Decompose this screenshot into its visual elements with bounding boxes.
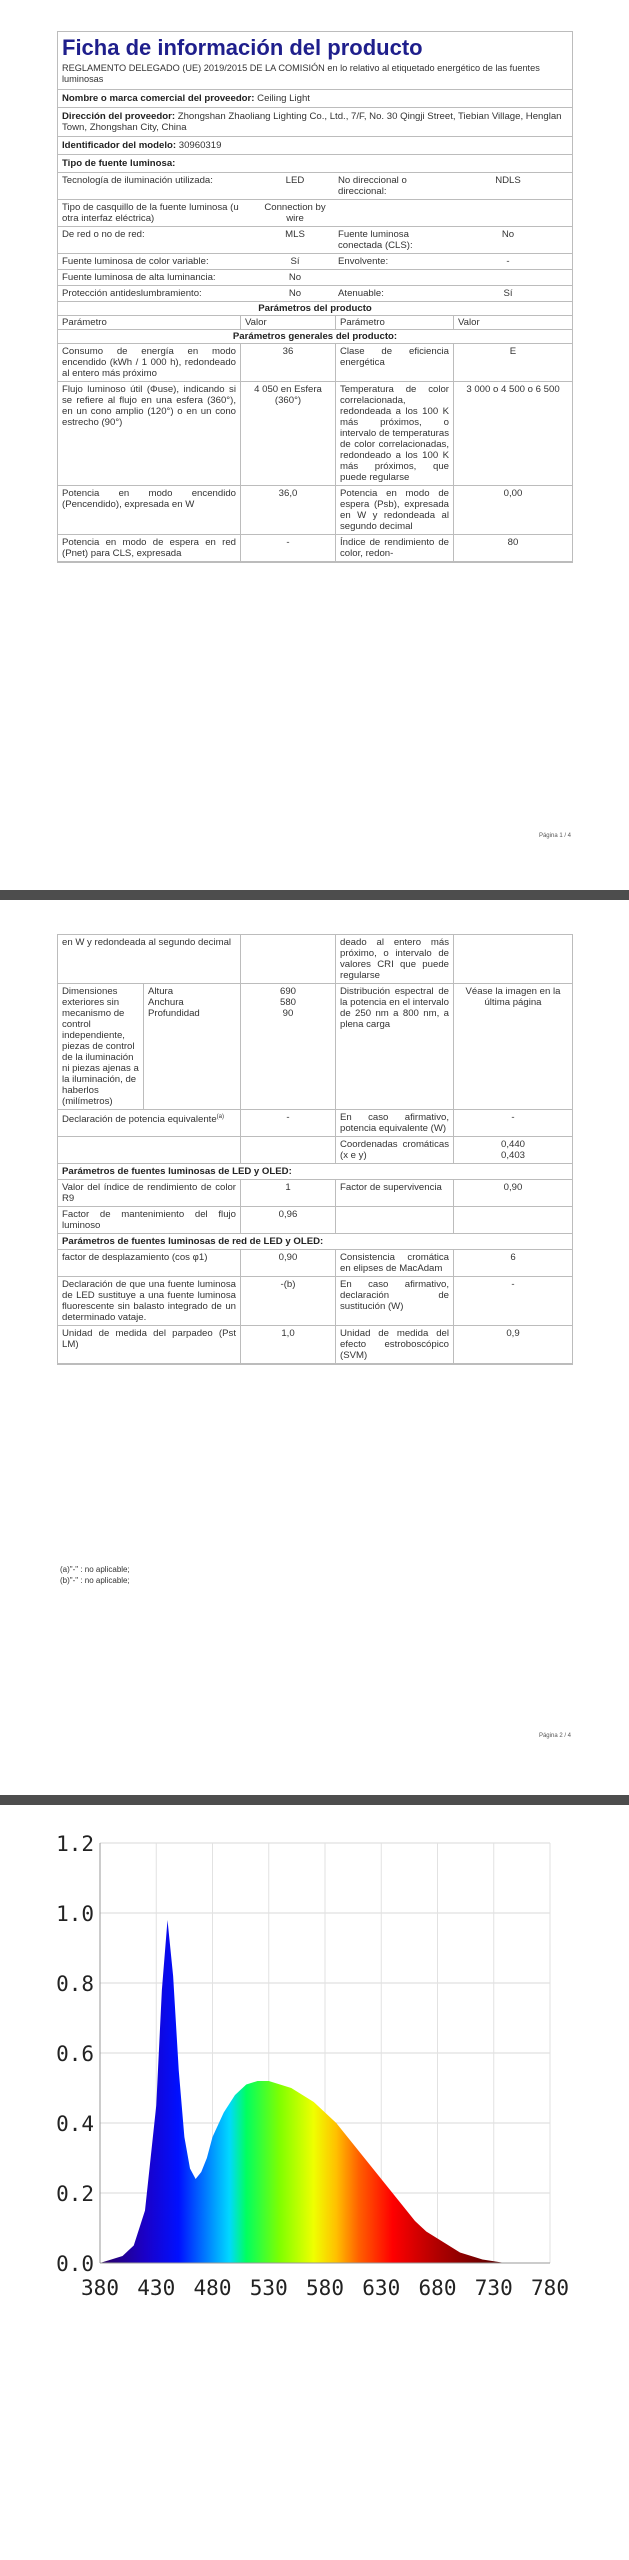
table-cell: E bbox=[509, 346, 517, 357]
table-row bbox=[58, 286, 572, 302]
dimension-key: Altura bbox=[148, 986, 174, 997]
general-title: Parámetros generales del producto: bbox=[58, 330, 572, 344]
table-cell: factor de desplazamiento (cos φ1) bbox=[58, 1250, 241, 1276]
table-cell: Factor de supervivencia bbox=[336, 1180, 454, 1206]
table-cell: Clase de eficiencia energética bbox=[336, 344, 454, 381]
dimension-key: Anchura bbox=[148, 997, 184, 1008]
x-tick-label: 580 bbox=[306, 2276, 344, 2300]
table-cell: 0,96 bbox=[241, 1207, 336, 1233]
page-number: Página 1 / 4 bbox=[538, 833, 571, 839]
table-cell bbox=[334, 270, 444, 285]
table-cell: Unidad de medida del parpadeo (Pst LM) bbox=[58, 1326, 241, 1363]
table-row bbox=[58, 935, 572, 984]
table-row bbox=[58, 1250, 572, 1277]
table-cell: 36 bbox=[241, 344, 336, 381]
table-cell: 6 bbox=[510, 1252, 516, 1263]
continued-table bbox=[58, 935, 572, 984]
table-cell: Potencia en modo de espera (Psb), expresada en W y redondeada al segundo decimal bbox=[336, 486, 454, 534]
y-tick-label: 1.2 bbox=[56, 1832, 94, 1856]
dimension-value: 690 bbox=[279, 986, 296, 997]
table-cell: No bbox=[288, 288, 302, 299]
mains-table bbox=[58, 1250, 572, 1364]
table-cell: 4 050 en Esfera (360°) bbox=[241, 382, 336, 485]
spectrum-area bbox=[100, 1920, 505, 2263]
table-cell: Consumo de energía en modo encendido (kWh / 1 000 h), redondeado al entero más próximo bbox=[58, 344, 241, 381]
table-cell: Flujo luminoso útil (Φuse), indicando si se refiere al flujo en una esfera (360°), en un cono amplio (120°) o en un cono estrecho (90°) bbox=[58, 382, 241, 485]
table-row bbox=[58, 1326, 572, 1364]
y-tick-label: 0.8 bbox=[56, 1972, 94, 1996]
table-cell: Potencia en modo encendido (Pencendido), expresada en W bbox=[58, 486, 241, 534]
x-tick-label: 380 bbox=[81, 2276, 119, 2300]
supplier-address-row bbox=[58, 108, 572, 137]
table-row bbox=[58, 200, 572, 227]
table-row bbox=[58, 535, 572, 562]
table-cell: 80 bbox=[507, 537, 519, 548]
led-title: Parámetros de fuentes luminosas de LED y OLED: bbox=[58, 1164, 572, 1180]
footnotes bbox=[60, 1564, 130, 1586]
table-row bbox=[58, 344, 572, 382]
table-cell: MLS bbox=[285, 229, 305, 240]
equiv-d: - bbox=[511, 1112, 515, 1123]
table-cell: deado al entero más próximo, o intervalo de valores CRI que puede regularse bbox=[336, 935, 454, 983]
supplier-name-value: Ceiling Light bbox=[257, 93, 310, 104]
table-row bbox=[58, 1277, 572, 1326]
dimensions-row bbox=[58, 984, 572, 1110]
table-cell: 36,0 bbox=[241, 486, 336, 534]
table-cell: Factor de mantenimiento del flujo luminoso bbox=[58, 1207, 241, 1233]
spectral-value: Véase la imagen en la última página bbox=[465, 986, 561, 1008]
table-cell: En caso afirmativo, declaración de sustitución (W) bbox=[336, 1277, 454, 1325]
spectral-label: Distribución espectral de la potencia en el intervalo de 250 nm a 800 nm, a plena carga bbox=[336, 984, 454, 1109]
note-b: (b)"-" : no aplicable; bbox=[60, 1576, 130, 1585]
table-cell: Declaración de que una fuente luminosa de LED sustituye a una fuente luminosa fluorescente sin balasto integrado de un determinado vataje. bbox=[58, 1277, 241, 1325]
table-cell: 0,9 bbox=[506, 1328, 520, 1339]
table-cell: Tecnología de iluminación utilizada: bbox=[62, 175, 213, 186]
params-title: Parámetros del producto bbox=[58, 302, 572, 316]
y-tick-label: 1.0 bbox=[56, 1902, 94, 1926]
spectral-chart bbox=[55, 1823, 569, 2343]
model-label: Identificador del modelo: bbox=[62, 140, 177, 151]
table-cell bbox=[454, 935, 572, 983]
table-cell: Unidad de medida del efecto estroboscópico (SVM) bbox=[336, 1326, 454, 1363]
product-info-sheet-cont bbox=[57, 934, 573, 1365]
x-tick-label: 530 bbox=[249, 2276, 288, 2300]
table-cell: Protección antideslumbramiento: bbox=[62, 288, 202, 299]
chroma-value: 0,440 0,403 bbox=[500, 1139, 525, 1161]
supplier-name-label: Nombre o marca comercial del proveedor: bbox=[62, 93, 255, 104]
table-cell: Tipo de casquillo de la fuente luminosa (u otra interfaz eléctrica) bbox=[62, 202, 239, 224]
supplier-address-value: Zhongshan Zhaoliang Lighting Co., Ltd., 7/F, No. 30 Qingji Street, Tiebian Village, Henglan Town, Zhongshan City, China bbox=[62, 111, 562, 133]
table-cell: Atenuable: bbox=[338, 288, 384, 299]
table-cell: Fuente luminosa de color variable: bbox=[62, 256, 209, 267]
table-cell: - bbox=[241, 535, 336, 561]
x-tick-label: 480 bbox=[193, 2276, 232, 2300]
table-cell: Fuente luminosa de alta luminancia: bbox=[62, 272, 216, 283]
table-row bbox=[58, 227, 572, 254]
supplier-address-label: Dirección del proveedor: bbox=[62, 111, 176, 122]
table-cell bbox=[454, 1207, 572, 1233]
chroma-row bbox=[58, 1137, 572, 1164]
param-table bbox=[58, 344, 572, 562]
table-cell: Valor del índice de rendimiento de color R9 bbox=[58, 1180, 241, 1206]
y-tick-label: 0.4 bbox=[56, 2112, 94, 2136]
x-tick-label: 680 bbox=[418, 2276, 457, 2300]
table-cell: -(b) bbox=[241, 1277, 336, 1325]
table-cell: Consistencia cromática en elipses de MacAdam bbox=[336, 1250, 454, 1276]
regulation-text: REGLAMENTO DELEGADO (UE) 2019/2015 DE LA COMISIÓN en lo relativo al etiquetado energético de las fuentes luminosas bbox=[58, 61, 572, 90]
led-table bbox=[58, 1180, 572, 1234]
table-cell: 0,90 bbox=[241, 1250, 336, 1276]
table-cell: No bbox=[501, 229, 515, 240]
page-1 bbox=[0, 0, 629, 890]
page-number: Página 2 / 4 bbox=[538, 1733, 571, 1739]
x-tick-label: 780 bbox=[531, 2276, 569, 2300]
col-param: Parámetro bbox=[58, 316, 241, 329]
equiv-row bbox=[58, 1110, 572, 1137]
table-cell: Potencia en modo de espera en red (Pnet) para CLS, expresada bbox=[58, 535, 241, 561]
dimensions-label: Dimensiones exteriores sin mecanismo de control independiente, piezas de control de la iluminación ni piezas ajenas a la iluminación, de haberlos (milímetros) bbox=[58, 984, 144, 1109]
mains-title: Parámetros de fuentes luminosas de red de LED y OLED: bbox=[58, 1234, 572, 1250]
type-label: Tipo de fuente luminosa: bbox=[62, 158, 176, 169]
model-row bbox=[58, 137, 572, 155]
table-cell bbox=[334, 200, 444, 226]
col-param2: Parámetro bbox=[336, 316, 454, 329]
table-cell: LED bbox=[285, 175, 305, 186]
col-value: Valor bbox=[241, 316, 336, 329]
dimension-values bbox=[241, 984, 336, 1109]
supplier-name-row bbox=[58, 90, 572, 108]
table-row bbox=[58, 1207, 572, 1234]
y-tick-label: 0.6 bbox=[56, 2042, 94, 2066]
col-value2: Valor bbox=[458, 317, 480, 328]
page-separator bbox=[0, 1795, 629, 1805]
table-cell: 0,90 bbox=[503, 1182, 523, 1193]
dimension-value: 90 bbox=[282, 1008, 294, 1019]
product-info-sheet bbox=[57, 31, 573, 563]
table-cell: Sí bbox=[503, 288, 513, 299]
table-row bbox=[58, 486, 572, 535]
table-cell: No direccional o direccional: bbox=[338, 175, 407, 197]
table-cell: Fuente luminosa conectada (CLS): bbox=[338, 229, 413, 251]
dimension-key: Profundidad bbox=[148, 1008, 200, 1019]
table-cell bbox=[336, 1207, 454, 1233]
table-cell bbox=[241, 935, 336, 983]
table-cell: De red o no de red: bbox=[62, 229, 145, 240]
x-tick-label: 630 bbox=[362, 2276, 401, 2300]
table-cell: No bbox=[288, 272, 302, 283]
table-cell: - bbox=[511, 1279, 515, 1290]
table-cell: en W y redondeada al segundo decimal bbox=[58, 935, 241, 983]
table-row bbox=[58, 173, 572, 200]
equiv-c: En caso afirmativo, potencia equivalente (W) bbox=[336, 1110, 454, 1136]
type-row bbox=[58, 155, 572, 173]
page-separator bbox=[0, 890, 629, 900]
table-cell: Connection by wire bbox=[264, 202, 326, 224]
table-cell: 1 bbox=[241, 1180, 336, 1206]
x-tick-label: 730 bbox=[474, 2276, 513, 2300]
table-cell: Sí bbox=[290, 256, 300, 267]
table-row bbox=[58, 254, 572, 270]
table-cell: 3 000 o 4 500 o 6 500 bbox=[466, 384, 560, 395]
y-tick-label: 0.0 bbox=[56, 2252, 94, 2276]
note-a: (a)"-" : no aplicable; bbox=[60, 1565, 130, 1574]
table-row bbox=[58, 270, 572, 286]
table-cell: - bbox=[506, 256, 510, 267]
table-cell: Temperatura de color correlacionada, redondeada a los 100 K más próximos, o intervalo de temperaturas de color correlacionadas, redondeado a los 100 K más próximos, que puede regularse bbox=[336, 382, 454, 485]
table-cell bbox=[444, 200, 572, 226]
chroma-label: Coordenadas cromáticas (x e y) bbox=[336, 1137, 454, 1163]
page-3 bbox=[0, 1805, 629, 2560]
x-tick-label: 430 bbox=[137, 2276, 176, 2300]
dimension-keys bbox=[144, 984, 240, 1109]
table-cell: NDLS bbox=[495, 175, 521, 186]
model-value: 30960319 bbox=[178, 140, 222, 151]
equiv-value: - bbox=[241, 1110, 336, 1136]
type-table bbox=[58, 173, 572, 302]
y-tick-label: 0.2 bbox=[56, 2182, 94, 2206]
sheet-title: Ficha de información del producto bbox=[62, 35, 423, 60]
dimension-value: 580 bbox=[279, 997, 296, 1008]
page-2 bbox=[0, 900, 629, 1795]
table-cell: Índice de rendimiento de color, redon- bbox=[336, 535, 454, 561]
table-cell: Envolvente: bbox=[338, 256, 389, 267]
table-cell: 0,00 bbox=[503, 488, 523, 499]
table-row bbox=[58, 1180, 572, 1207]
equiv-sup: (a) bbox=[216, 1114, 225, 1120]
equiv-label: Declaración de potencia equivalente bbox=[62, 1114, 217, 1126]
params-header bbox=[58, 316, 572, 330]
table-cell bbox=[444, 270, 572, 285]
table-cell: 1,0 bbox=[241, 1326, 336, 1363]
table-row bbox=[58, 382, 572, 486]
